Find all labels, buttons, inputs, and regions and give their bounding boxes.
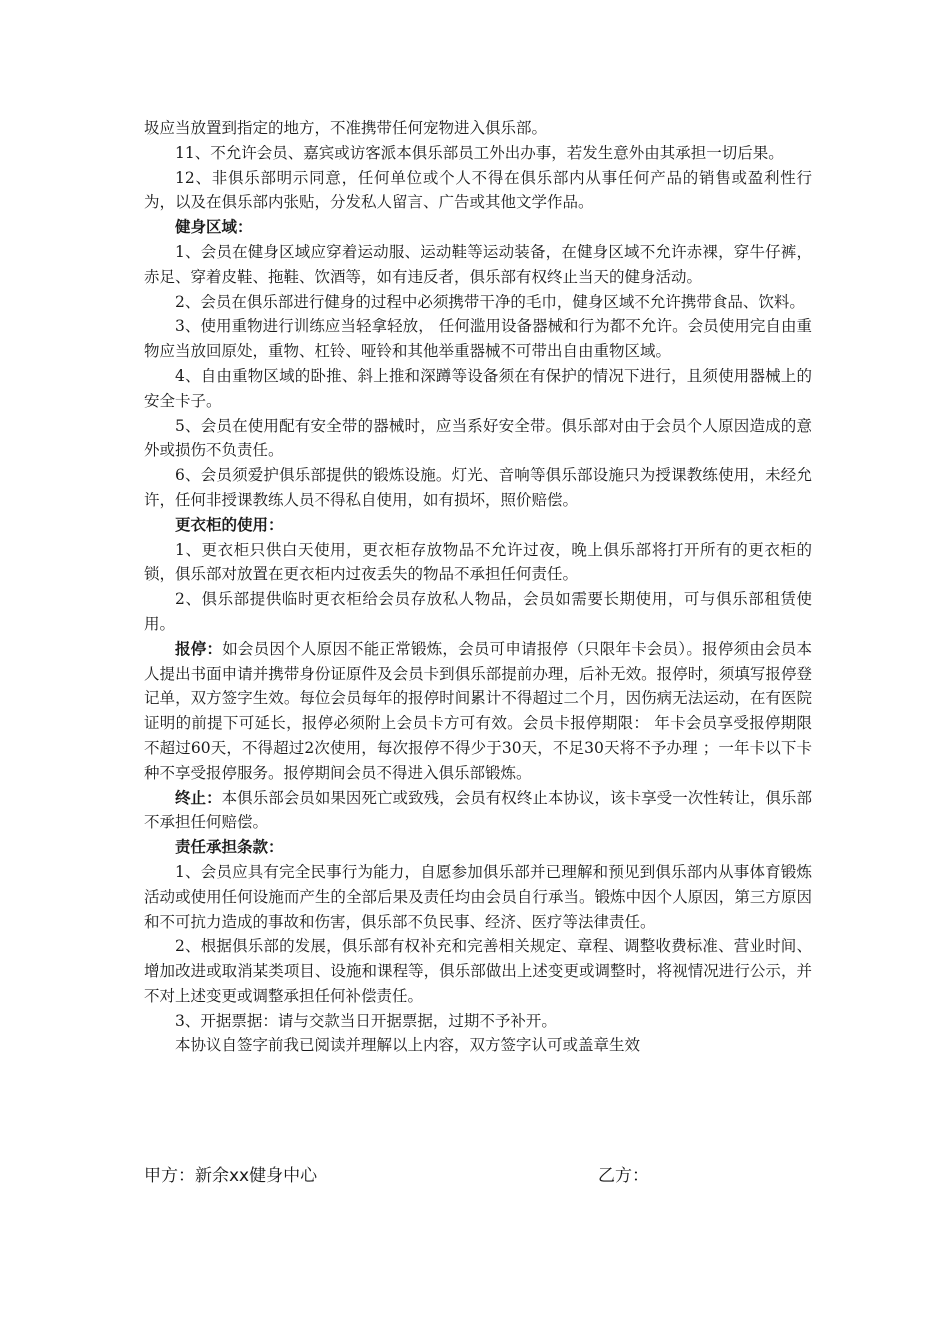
paragraph: 2、俱乐部提供临时更衣柜给会员存放私人物品，会员如需要长期使用，可与俱乐部租赁使用。 bbox=[144, 590, 812, 633]
paragraph-text: 本俱乐部会员如果因死亡或致残，会员有权终止本协议，该卡享受一次性转让，俱乐部不承担任何赔偿。 bbox=[144, 788, 812, 832]
paragraph bbox=[144, 786, 812, 836]
paragraph: 4、自由重物区域的卧推、斜上推和深蹲等设备须在有保护的情况下进行，且须使用器械上的安全卡子。 bbox=[144, 366, 812, 410]
paragraph: 12、非俱乐部明示同意，任何单位或个人不得在俱乐部内从事任何产品的销售或盈利性行为，以及在俱乐部内张贴，分发私人留言、广告或其他文学作品。 bbox=[144, 168, 812, 212]
paragraph-lead: 报停： bbox=[175, 638, 223, 658]
paragraph: 1、会员应具有完全民事行为能力，自愿参加俱乐部并已理解和预见到俱乐部内从事体育锻炼活动或使用任何设施而产生的全部后果及责任均由会员自行承当。锻炼中因个人原因，第三方原因和不可抗力造成的事故和伤害，俱乐部不负民事、经济、医疗等法律责任。 bbox=[144, 862, 812, 931]
signature-line bbox=[144, 1161, 812, 1187]
party-b-label: 乙方： bbox=[598, 1166, 649, 1186]
paragraph: 3、使用重物进行训练应当轻拿轻放， 任何滥用设备器械和行为都不允许。会员使用完自由重物应当放回原处，重物、杠铃、哑铃和其他举重器械不可带出自由重物区域。 bbox=[144, 317, 812, 361]
paragraph: 2、会员在俱乐部进行健身的过程中必须携带干净的毛巾，健身区域不允许携带食品、饮料。 bbox=[175, 292, 805, 311]
paragraph: 3、开据票据：请与交款当日开据票据，过期不予补开。 bbox=[175, 1011, 557, 1030]
paragraph: 2、根据俱乐部的发展，俱乐部有权补充和完善相关规定、章程、调整收费标准、营业时间、增加改进或取消某类项目、设施和课程等，俱乐部做出上述变更或调整时，将视情况进行公示，并不对上述变更或调整承担任何补偿责任。 bbox=[144, 937, 812, 1005]
paragraph: 1、会员在健身区域应穿着运动服、运动鞋等运动装备，在健身区域不允许赤裸，穿牛仔裤，赤足、穿着皮鞋、拖鞋、饮酒等，如有违反者，俱乐部有权终止当天的健身活动。 bbox=[144, 242, 812, 286]
paragraph-text: 如会员因个人原因不能正常锻炼，会员可申请报停（只限年卡会员）。报停须由会员本人提出书面申请并携带身份证原件及会员卡到俱乐部提前办理，后补无效。报停时，须填写报停登记单，双方签字生效。每位会员每年的报停时间累计不得超过二个月，因伤病无法运动，在有医院证明的前提下可延长，报停必须附上会员卡方可有效。会员卡报停期限： 年卡会员享受报停期限不超过60天，不得超过2次使用，每次报停不得少于30天，不足30天将不予办理 ；一年卡以下卡种不享受报停服务。报停期间会员不得进入俱乐部锻炼。 bbox=[144, 639, 812, 782]
section-heading: 责任承担条款： bbox=[175, 837, 284, 857]
section-heading: 更衣柜的使用： bbox=[175, 514, 284, 534]
agreement-body bbox=[144, 116, 812, 1058]
paragraph: 圾应当放置到指定的地方，不准携带任何宠物进入俱乐部。 bbox=[144, 119, 548, 137]
paragraph: 本协议自签字前我已阅读并理解以上内容，双方签字认可或盖章生效 bbox=[175, 1036, 641, 1055]
paragraph-lead: 终止： bbox=[175, 787, 222, 807]
paragraph: 5、会员在使用配有安全带的器械时，应当系好安全带。俱乐部对由于会员个人原因造成的意外或损伤不负责任。 bbox=[144, 416, 812, 460]
party-a-label: 甲方：新余xx健身中心 bbox=[144, 1166, 318, 1186]
paragraph: 6、会员须爱护俱乐部提供的锻炼设施。灯光、音响等俱乐部设施只为授课教练使用，未经允许，任何非授课教练人员不得私自使用，如有损坏，照价赔偿。 bbox=[144, 466, 812, 509]
paragraph: 1、更衣柜只供白天使用，更衣柜存放物品不允许过夜，晚上俱乐部将打开所有的更衣柜的锁，俱乐部对放置在更衣柜内过夜丢失的物品不承担任何责任。 bbox=[144, 540, 812, 584]
section-heading: 健身区域： bbox=[175, 217, 253, 237]
paragraph: 11、不允许会员、嘉宾或访客派本俱乐部员工外出办事，若发生意外由其承担一切后果。 bbox=[175, 143, 784, 162]
paragraph bbox=[144, 637, 812, 786]
